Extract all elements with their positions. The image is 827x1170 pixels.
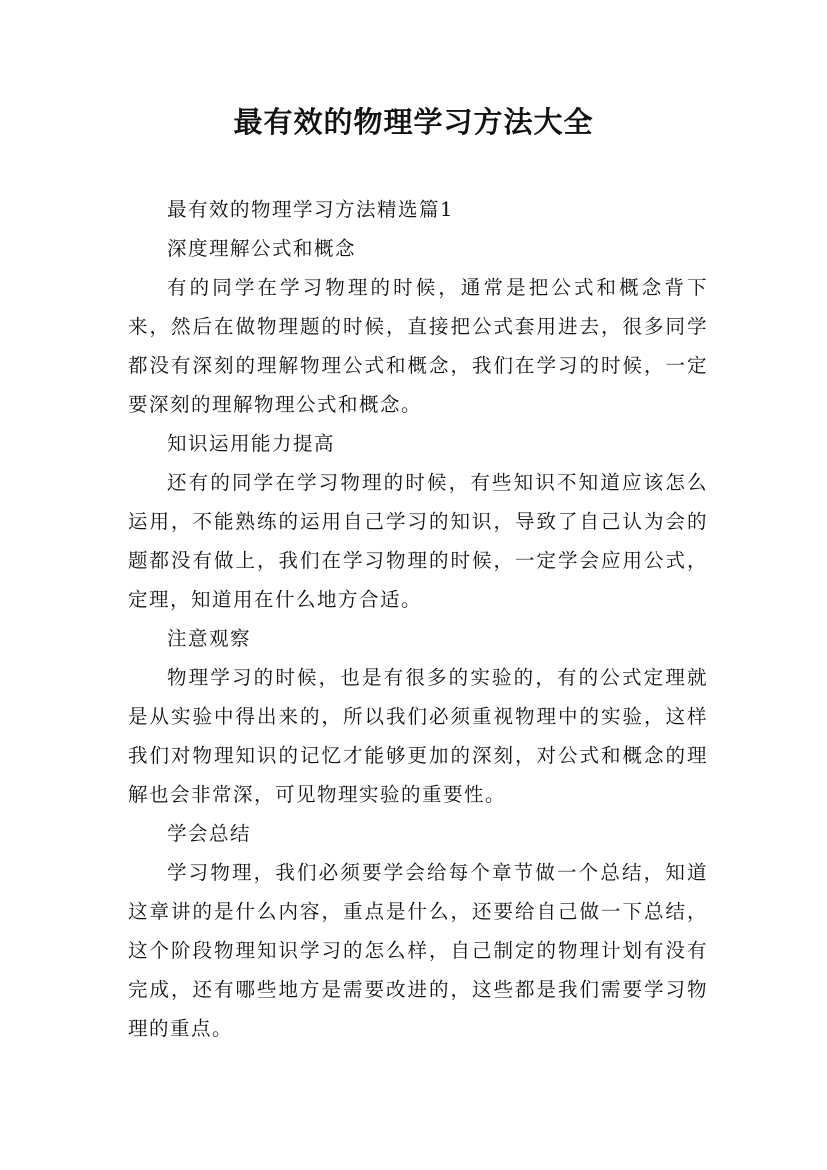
document-body — [128, 190, 708, 1048]
section-heading-application: 知识运用能力提高 — [167, 432, 336, 455]
section-heading-understanding: 深度理解公式和概念 — [167, 237, 357, 260]
paragraph-understanding: 有的同学在学习物理的时候，通常是把公式和概念背下来，然后在做物理题的时候，直接把公式套用进去，很多同学都没有深刻的理解物理公式和概念，我们在学习的时候，一定要深刻的理解物理公式和概念。 — [128, 276, 708, 416]
section-heading-summary: 学会总结 — [167, 822, 252, 845]
document-title: 最有效的物理学习方法大全 — [233, 105, 594, 139]
paragraph-observation: 物理学习的时候，也是有很多的实验的，有的公式定理就是从实验中得出来的，所以我们必须重视物理中的实验，这样我们对物理知识的记忆才能够更加的深刻，对公式和概念的理解也会非常深，可见物理实验的重要性。 — [128, 666, 708, 806]
section-heading-observation: 注意观察 — [167, 627, 252, 650]
paragraph-summary: 学习物理，我们必须要学会给每个章节做一个总结，知道这章讲的是什么内容，重点是什么，还要给自己做一下总结，这个阶段物理知识学习的怎么样，自己制定的物理计划有没有完成，还有哪些地方是需要改进的，这些都是我们需要学习物理的重点。 — [128, 861, 708, 1040]
article-subtitle: 最有效的物理学习方法精选篇1 — [167, 198, 454, 221]
paragraph-application: 还有的同学在学习物理的时候，有些知识不知道应该怎么运用，不能熟练的运用自己学习的知识，导致了自己认为会的题都没有做上，我们在学习物理的时候，一定学会应用公式，定理，知道用在什么地方合适。 — [128, 471, 708, 611]
